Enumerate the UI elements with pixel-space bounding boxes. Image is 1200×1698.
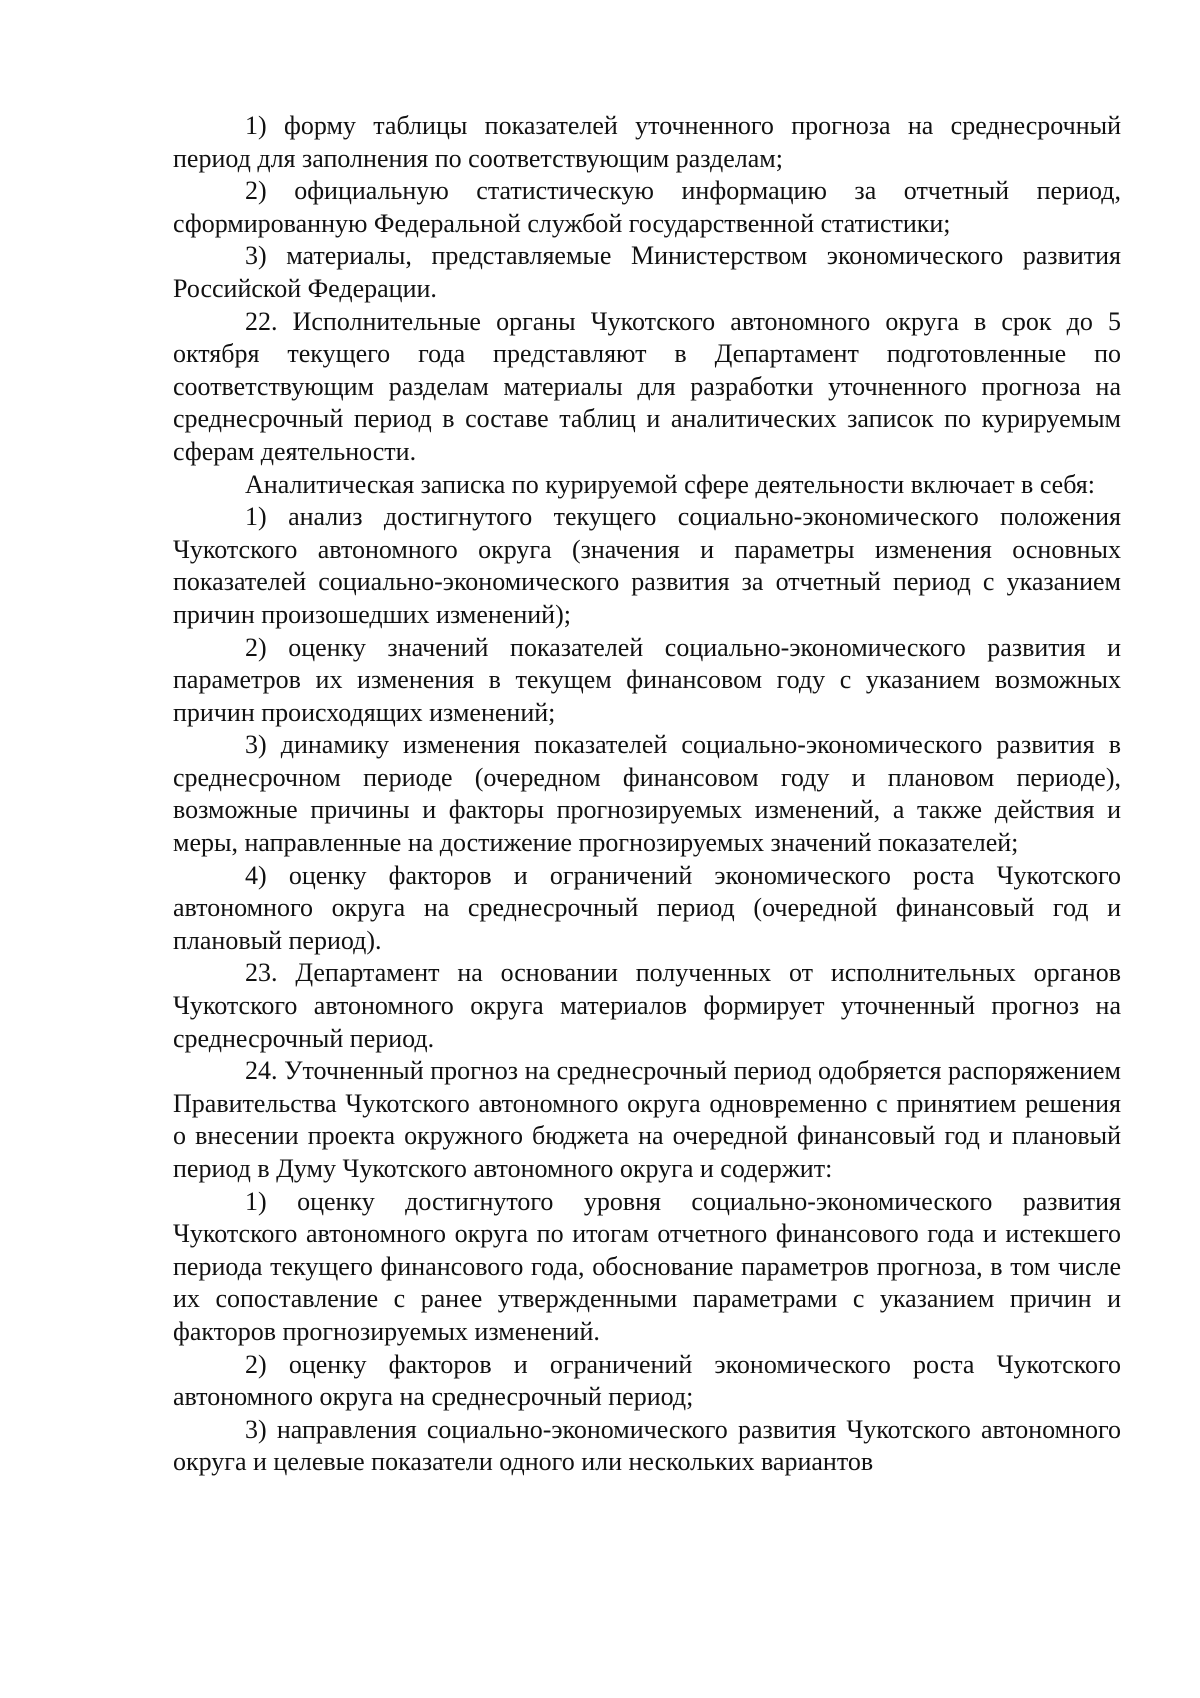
list-item-growth-factors: 4) оценку факторов и ограничений экономического роста Чукотского автономного округа на среднесрочный период (очередной финансовый год и плановый период). (173, 860, 1121, 955)
list-item-analysis: 1) анализ достигнутого текущего социально-экономического положения Чукотского автономного округа (значения и параметры изменения основных показателей социально-экономического развития за отчетный период с указанием причин произошедших изменений); (173, 502, 1121, 629)
list-item-directions: 3) направления социально-экономического развития Чукотского автономного округа и целевые показатели одного или нескольких вариантов (173, 1414, 1121, 1477)
list-item-dynamics: 3) динамику изменения показателей социально-экономического развития в среднесрочном периоде (очередном финансовом году и плановом периоде), возможные причины и факторы прогнозируемых изменений, а также действия и меры, направленные на достижение прогнозируемых значений показателей; (173, 730, 1121, 858)
list-item-official-statistics: 2) официальную статистическую информацию за отчетный период, сформированную Федеральной службой государственной статистики; (173, 176, 1121, 238)
paragraph-analytical-note: Аналитическая записка по курируемой сфере деятельности включает в себя: (245, 469, 1095, 499)
list-item-achieved-level: 1) оценку достигнутого уровня социально-экономического развития Чукотского автономного округа по итогам отчетного финансового года и истекшего периода текущего финансового года, обоснование параметров прогноза, в том числе их сопоставление с ранее утвержденными параметрами с указанием причин и факторов прогнозируемых изменений. (173, 1186, 1121, 1346)
list-item-ministry-materials: 3) материалы, представляемые Министерством экономического развития Российской Федерации. (173, 241, 1121, 303)
paragraph-24: 24. Уточненный прогноз на среднесрочный период одобряется распоряжением Правительства Чукотского автономного округа одновременно с принятием решения о внесении проекта окружного бюджета на очередной финансовый год и плановый период в Думу Чукотского автономного округа и содержит: (173, 1056, 1121, 1183)
list-item-growth-constraints: 2) оценку факторов и ограничений экономического роста Чукотского автономного округа на среднесрочный период; (173, 1349, 1121, 1412)
document-body (173, 110, 1121, 1479)
list-item-assessment-values: 2) оценку значений показателей социально-экономического развития и параметров их изменения в текущем финансовом году с указанием возможных причин происходящих изменений; (173, 632, 1121, 727)
paragraph-22: 22. Исполнительные органы Чукотского автономного округа в срок до 5 октября текущего года представляют в Департамент подготовленные по соответствующим разделам материалы для разработки уточненного прогноза на среднесрочный период в составе таблиц и аналитических записок по курируемым сферам деятельности. (173, 306, 1121, 466)
paragraph-23: 23. Департамент на основании полученных от исполнительных органов Чукотского автономного округа материалов формирует уточненный прогноз на среднесрочный период. (173, 958, 1121, 1053)
list-item-form-table: 1) форму таблицы показателей уточненного прогноза на среднесрочный период для заполнения по соответствующим разделам; (173, 111, 1121, 173)
